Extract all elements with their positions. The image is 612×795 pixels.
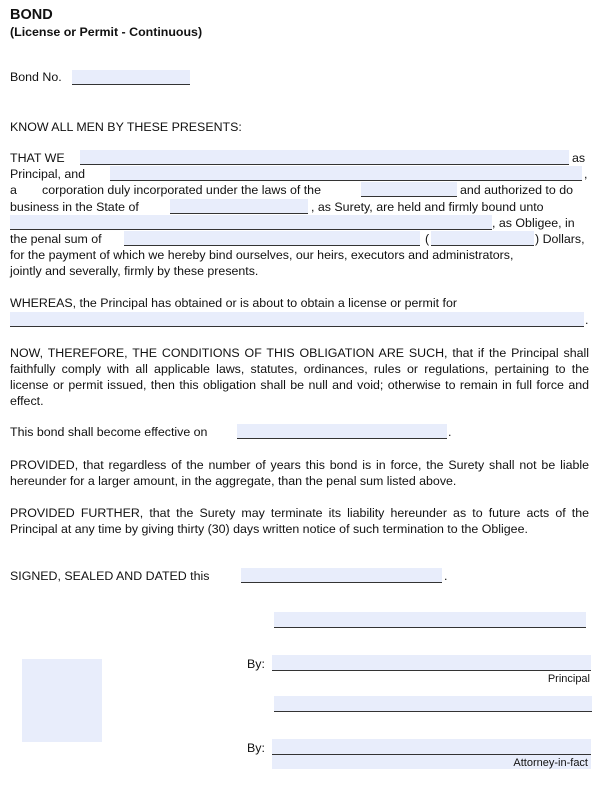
- whereas-text: WHEREAS, the Principal has obtained or is about to obtain a license or permit for: [10, 296, 457, 310]
- provided-paragraph: PROVIDED, that regardless of the number of years this bond is in force, the Surety shall not be liable hereunder for a larger amount, in the aggregate, than the penal sum listed above.: [10, 458, 589, 488]
- signed-date-field[interactable]: [241, 568, 442, 583]
- principal-name-field[interactable]: [80, 150, 569, 165]
- authorized-text: and authorized to do: [460, 183, 573, 197]
- license-permit-field[interactable]: [10, 312, 584, 327]
- obligee-name-field[interactable]: [10, 215, 492, 230]
- effective-period: .: [448, 425, 452, 439]
- provided-further-paragraph: PROVIDED FURTHER, that the Surety may terminate its liability hereunder as to future acts of the Principal at any time by giving thirty (30) days written notice of such termination to the Obligee.: [10, 506, 589, 536]
- open-paren: (: [425, 232, 430, 246]
- now-therefore-paragraph: NOW, THEREFORE, THE CONDITIONS OF THIS OBLIGATION ARE SUCH, that if the Principal shall faithfully comply with all applicable laws, statutes, ordinances, rules or regulations, pertaining to the license or permit issued, then this obligation shall be null and void; otherwise to remain in full force and effect.: [10, 346, 589, 408]
- that-we-label: THAT WE: [10, 151, 65, 165]
- a-label: a: [10, 183, 17, 197]
- as-surety-text: , as Surety, are held and firmly bound unto: [311, 200, 544, 214]
- intro-heading: KNOW ALL MEN BY THESE PRESENTS:: [10, 120, 242, 134]
- attorney-caption: Attorney-in-fact: [513, 757, 588, 769]
- attorney-signature-field[interactable]: [272, 739, 591, 755]
- surety-name-field[interactable]: [110, 166, 582, 181]
- business-state-field[interactable]: [170, 199, 308, 214]
- principal-and-label: Principal, and: [10, 167, 86, 181]
- principal-caption: Principal: [547, 673, 590, 685]
- seal-box[interactable]: [22, 659, 102, 742]
- by-label-principal: By:: [247, 657, 265, 671]
- signed-label: SIGNED, SEALED AND DATED this: [10, 569, 210, 583]
- signed-period: .: [444, 569, 448, 583]
- as-obligee-text: , as Obligee, in: [492, 216, 575, 230]
- penal-sum-amount-field[interactable]: [431, 231, 534, 246]
- penal-sum-label: the penal sum of: [10, 232, 102, 246]
- document-title: BOND: [10, 7, 53, 23]
- by-label-attorney: By:: [247, 741, 265, 755]
- effective-date-field[interactable]: [237, 424, 447, 439]
- payment-text-2: jointly and severally, firmly by these presents.: [10, 264, 259, 278]
- as-label: as: [572, 151, 586, 165]
- bond-no-label: Bond No.: [10, 70, 62, 84]
- principal-name-signature-field[interactable]: [274, 612, 586, 628]
- comma-label: ,: [584, 167, 588, 181]
- document-subtitle: (License or Permit - Continuous): [10, 25, 203, 39]
- dollars-label: ) Dollars,: [535, 232, 585, 246]
- effective-label: This bond shall become effective on: [10, 425, 208, 439]
- corporation-text: corporation duly incorporated under the laws of the: [42, 183, 321, 197]
- penal-sum-words-field[interactable]: [124, 231, 420, 246]
- state-of-incorporation-field[interactable]: [361, 182, 457, 197]
- bond-no-field[interactable]: [72, 70, 190, 85]
- whereas-period: .: [585, 313, 589, 327]
- payment-text-1: for the payment of which we hereby bind ourselves, our heirs, executors and administrators,: [10, 248, 514, 262]
- business-state-label: business in the State of: [10, 200, 139, 214]
- principal-signature-field[interactable]: [272, 655, 591, 671]
- surety-name-signature-field[interactable]: [274, 696, 592, 712]
